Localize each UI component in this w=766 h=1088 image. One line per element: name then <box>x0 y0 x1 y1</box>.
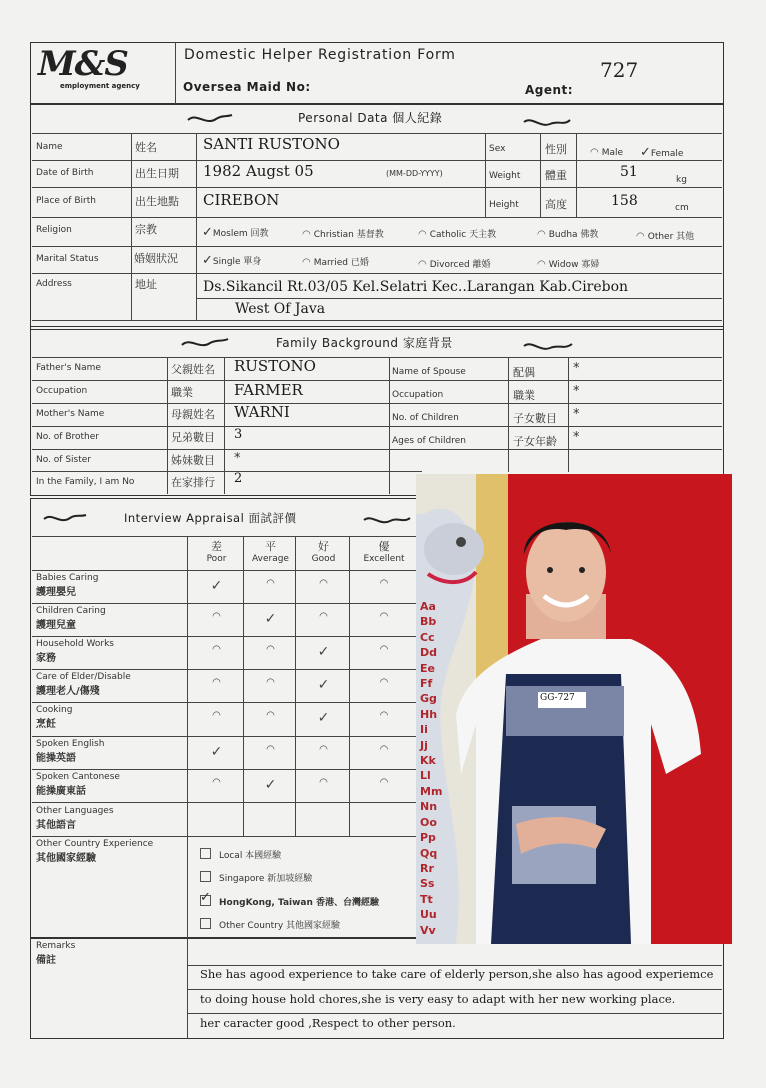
other-experience-label: Other Country Experience <box>36 839 154 849</box>
sex-label: Sex <box>489 144 506 154</box>
chart-letter: Oo <box>420 815 437 829</box>
pob-value: CIREBON <box>203 191 280 209</box>
spouse-label: Name of Spouse <box>392 367 466 377</box>
marital-label: Marital Status <box>36 254 99 264</box>
rating-check-icon: ✓ <box>264 776 277 793</box>
swirl-left-icon <box>186 110 234 132</box>
children-value: * <box>573 407 580 422</box>
marital-cn-label: 婚姻狀況 <box>134 252 178 265</box>
occupation-cn-label: 職業 <box>171 386 193 399</box>
chart-letter: Pp <box>420 831 436 845</box>
rating-radio-icon: ◠ <box>379 677 389 689</box>
spouse-occupation-cn-label: 職業 <box>513 389 535 402</box>
father-label: Father's Name <box>36 363 101 373</box>
agency-logo <box>34 44 172 100</box>
sister-value: * <box>234 451 241 466</box>
weight-cn-label: 體重 <box>545 169 567 182</box>
pob-label: Place of Birth <box>36 196 96 206</box>
rating-radio-icon: ◠ <box>379 776 389 788</box>
swirl-left-icon <box>180 334 230 356</box>
logo-text: M&S <box>38 44 128 84</box>
personal-data-title: Personal Data 個人紀錄 <box>298 111 443 125</box>
appraisal-title: Interview Appraisal 面試評價 <box>124 511 297 525</box>
chart-letter: Qq <box>420 846 438 860</box>
appraisal-skill-label: Household Works <box>36 639 114 650</box>
rating-radio-icon: ◠ <box>266 677 275 689</box>
appraisal-skill-cn-label: 能操英語 <box>36 752 76 764</box>
chart-letter: Vv <box>420 923 436 937</box>
address-label: Address <box>36 279 72 289</box>
rating-column-header: 優 Excellent <box>363 540 405 564</box>
rating-radio-icon: ◠ <box>319 743 328 755</box>
chart-letter: Gg <box>420 692 437 706</box>
height-label: Height <box>489 200 519 210</box>
children-label: No. of Children <box>392 413 459 423</box>
rating-radio-icon: ◠ <box>212 611 221 623</box>
weight-label: Weight <box>489 171 521 181</box>
other-experience-cn-label: 其他國家經驗 <box>36 853 96 864</box>
rating-check-icon: ✓ <box>317 644 330 661</box>
brother-cn-label: 兄弟數目 <box>171 431 215 444</box>
rating-check-icon: ✓ <box>264 611 277 628</box>
remarks-cn-label: 備註 <box>36 955 56 966</box>
rating-radio-icon: ◠ <box>212 710 221 722</box>
chart-letter: Aa <box>420 600 436 613</box>
mother-label: Mother's Name <box>36 409 105 419</box>
rating-radio-icon: ◠ <box>319 578 328 589</box>
rating-check-icon: ✓ <box>317 677 330 694</box>
dob-value: 1982 Augst 05 <box>203 162 314 180</box>
remarks-line-3: her caracter good ,Respect to other person. <box>200 1016 456 1030</box>
marital-married-option: ◠ Married 已婚 <box>302 257 369 268</box>
children-cn-label: 子女數目 <box>513 412 557 425</box>
exp-other-option: Other Country 其他國家經驗 <box>200 918 340 931</box>
rating-radio-icon: ◠ <box>212 677 221 689</box>
chart-letter: Rr <box>420 861 434 875</box>
spouse-occupation-value: * <box>573 384 580 399</box>
remarks-label: Remarks <box>36 941 76 951</box>
sister-label: No. of Sister <box>36 455 92 465</box>
appraisal-skill-label: Cooking <box>36 705 73 716</box>
marital-single-option: ✓Single 單身 <box>202 253 262 268</box>
religion-catholic-option: ◠ Catholic 天主教 <box>418 229 497 240</box>
other-languages-label: Other Languages <box>36 806 114 816</box>
appraisal-skill-label: Babies Caring <box>36 573 99 583</box>
appraisal-skill-label: Care of Elder/Disable <box>36 672 131 683</box>
occupation-value: FARMER <box>234 381 303 399</box>
appraisal-skill-cn-label: 護理老人/傷殘 <box>36 686 100 698</box>
name-cn-label: 姓名 <box>135 141 157 154</box>
appraisal-skill-cn-label: 能操廣東話 <box>36 785 86 797</box>
logo-subtitle: employment agency <box>60 82 140 90</box>
rating-radio-icon: ◠ <box>212 776 221 788</box>
spouse-cn-label: 配偶 <box>513 366 535 379</box>
swirl-left-icon <box>42 510 88 530</box>
remarks-line-1: She has agood experience to take care of elderly person,she also has agood experiemce <box>200 967 714 981</box>
chart-letter: Bb <box>420 615 437 629</box>
weight-unit: kg <box>676 175 687 185</box>
father-cn-label: 父親姓名 <box>171 363 215 376</box>
religion-christian-option: ◠ Christian 基督教 <box>302 229 384 240</box>
exp-hongkong-option: ✓ HongKong, Taiwan 香港、台灣經驗 <box>200 890 380 908</box>
brother-label: No. of Brother <box>36 432 99 442</box>
rating-check-icon: ✓ <box>210 743 223 760</box>
rating-radio-icon: ◠ <box>266 644 275 656</box>
chart-letter: Dd <box>420 646 438 660</box>
spouse-value: * <box>573 361 580 376</box>
exp-local-option: Local 本國經驗 <box>200 848 281 861</box>
rating-check-icon: ✓ <box>210 578 223 594</box>
father-value: RUSTONO <box>234 357 316 375</box>
chart-letter: Uu <box>420 908 437 922</box>
maid-no-label: Oversea Maid No: <box>183 80 311 94</box>
appraisal-skill-label: Spoken English <box>36 738 105 749</box>
spouse-occupation-label: Occupation <box>392 390 444 400</box>
rating-radio-icon: ◠ <box>379 578 389 589</box>
chart-letter: Ss <box>420 877 435 891</box>
alphabet-chart <box>420 599 448 938</box>
rating-column-header: 好 Good <box>311 540 336 564</box>
marital-widow-option: ◠ Widow 寡婦 <box>537 259 600 270</box>
appraisal-skill-label: Children Caring <box>36 606 106 617</box>
chart-letter: Nn <box>420 800 438 814</box>
chart-letter: Kk <box>420 754 436 768</box>
chart-letter: Ee <box>420 661 435 675</box>
brother-value: 3 <box>234 427 243 442</box>
religion-moslem-option: ✓Moslem 回教 <box>202 225 269 240</box>
rating-column-header: 平 Average <box>252 540 289 564</box>
family-rank-value: 2 <box>234 471 243 486</box>
form-number: 727 <box>600 58 639 82</box>
name-value: SANTI RUSTONO <box>203 135 340 153</box>
rating-column-header: 差 Poor <box>206 540 227 564</box>
rating-radio-icon: ◠ <box>379 743 389 755</box>
weight-value: 51 <box>620 164 638 180</box>
religion-other-option: ◠ Other 其他 <box>636 231 695 242</box>
rating-radio-icon: ◠ <box>212 644 221 656</box>
rating-radio-icon: ◠ <box>379 710 389 722</box>
name-label: Name <box>36 142 63 152</box>
height-value: 158 <box>611 193 638 209</box>
marital-divorced-option: ◠ Divorced 離婚 <box>418 259 491 270</box>
occupation-label: Occupation <box>36 386 88 396</box>
religion-cn-label: 宗教 <box>135 223 157 236</box>
chart-letter: Jj <box>420 738 428 752</box>
height-cn-label: 高度 <box>545 198 567 211</box>
form-title: Domestic Helper Registration Form <box>184 47 456 63</box>
swirl-right-icon <box>362 512 412 532</box>
rating-check-icon: ✓ <box>317 710 330 727</box>
chart-letter: Tt <box>420 892 433 906</box>
appraisal-skill-label: Spoken Cantonese <box>36 771 120 782</box>
rating-radio-icon: ◠ <box>266 578 275 589</box>
address-line-2: West Of Java <box>235 301 326 317</box>
appraisal-skill-cn-label: 烹飪 <box>36 719 56 731</box>
remarks-line-2: to doing house hold chores,she is very easy to adapt with her new working place. <box>200 992 676 1006</box>
rating-radio-icon: ◠ <box>319 776 328 788</box>
chart-letter: Ll <box>420 769 431 783</box>
appraisal-skill-cn-label: 護理嬰兒 <box>36 587 76 598</box>
mother-value: WARNI <box>234 403 290 421</box>
ages-cn-label: 子女年齡 <box>513 435 557 448</box>
chart-letter: Mm <box>420 784 443 798</box>
sex-female-option: ✓Female <box>640 145 684 160</box>
religion-budha-option: ◠ Budha 佛教 <box>537 229 599 240</box>
rating-radio-icon: ◠ <box>379 611 389 623</box>
applicant-photo <box>416 474 732 944</box>
chart-letter: Ii <box>420 723 428 737</box>
ages-value: * <box>573 430 580 445</box>
dob-format: (MM-DD-YYYY) <box>386 169 443 178</box>
exp-singapore-option: Singapore 新加坡經驗 <box>200 871 312 884</box>
dob-cn-label: 出生日期 <box>135 167 179 180</box>
sister-cn-label: 姊妹數目 <box>171 454 215 467</box>
appraisal-skill-cn-label: 家務 <box>36 653 56 665</box>
pob-cn-label: 出生地點 <box>135 195 179 208</box>
height-unit: cm <box>675 203 689 213</box>
address-cn-label: 地址 <box>135 278 157 291</box>
rating-radio-icon: ◠ <box>319 611 328 623</box>
religion-label: Religion <box>36 225 72 235</box>
rating-radio-icon: ◠ <box>379 644 389 656</box>
dob-label: Date of Birth <box>36 168 94 178</box>
chart-letter: Hh <box>420 707 438 721</box>
appraisal-skill-cn-label: 護理兒童 <box>36 620 76 632</box>
family-rank-label: In the Family, I am No <box>36 477 135 487</box>
rating-radio-icon: ◠ <box>266 743 275 755</box>
sex-male-option: ◠ Male <box>590 147 624 158</box>
ages-label: Ages of Children <box>392 436 466 446</box>
address-line-1: Ds.Sikancil Rt.03/05 Kel.Selatri Kec..Larangan Kab.Cirebon <box>203 279 629 295</box>
chart-letter: Ff <box>420 677 433 691</box>
other-languages-cn-label: 其他語言 <box>36 820 76 831</box>
name-badge: GG-727 <box>540 693 575 703</box>
agent-label: Agent: <box>525 83 574 97</box>
family-title: Family Background 家庭背景 <box>276 336 453 350</box>
chart-letter: Cc <box>420 630 435 644</box>
rating-radio-icon: ◠ <box>266 710 275 722</box>
mother-cn-label: 母親姓名 <box>171 408 215 421</box>
family-rank-cn-label: 在家排行 <box>171 476 215 489</box>
sex-cn-label: 性別 <box>545 143 567 156</box>
